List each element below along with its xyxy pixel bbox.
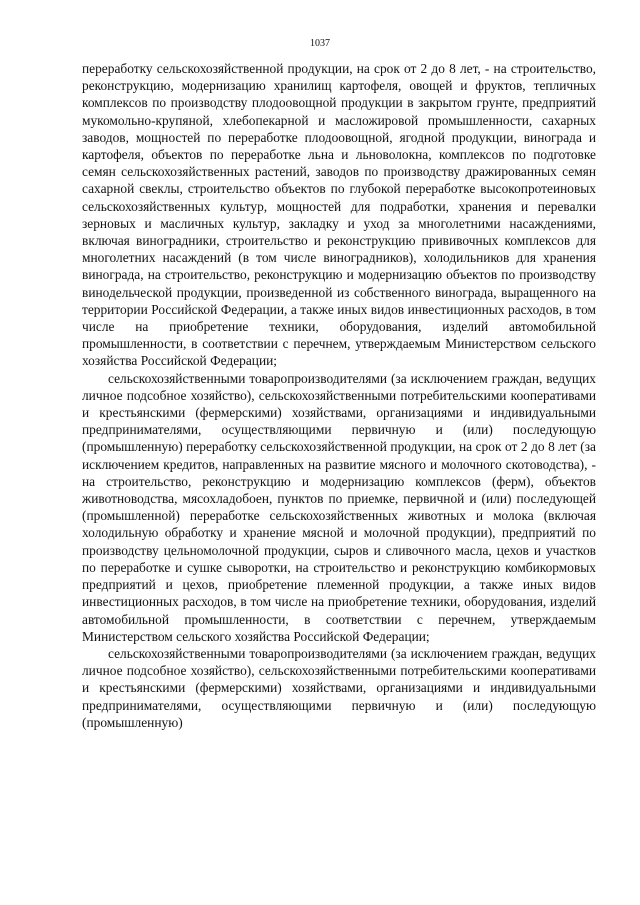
document-body	[82, 60, 596, 731]
paragraph: сельскохозяйственными товаропроизводителями (за исключением граждан, ведущих личное подсобное хозяйство), сельскохозяйственными потребительскими кооперативами и крестьянскими (фермерскими) хозяйствами, организациями и индивидуальными предпринимателями, осуществляющими первичную и (или) последующую (промышленную) переработку сельскохозяйственной продукции, на срок от 2 до 8 лет (за исключением кредитов, направленных на развитие мясного и молочного скотоводства), - на строительство, реконструкцию и модернизацию комплексов (ферм), объектов животноводства, мясохладобоен, пунктов по приемке, первичной и (или) последующей (промышленной) переработке сельскохозяйственных животных и молока (включая холодильную обработку и хранение мясной и молочной продукции), предприятий по производству цельномолочной продукции, сыров и сливочного масла, цехов и участков по переработке и сушке сыворотки, на строительство и реконструкцию комбикормовых предприятий и цехов, приобретение племенной продукции, а также иных видов инвестиционных расходов, в том числе на приобретение техники, оборудования, изделий автомобильной промышленности, в соответствии с перечнем, утверждаемым Министерством сельского хозяйства Российской Федерации;	[82, 370, 596, 644]
paragraph-continuation: переработку сельскохозяйственной продукции, на срок от 2 до 8 лет, - на строительство, реконструкцию, модернизацию хранилищ картофеля, овощей и фруктов, тепличных комплексов по производству плодоовощной продукции в закрытом грунте, предприятий мукомольно-крупяной, хлебопекарной и масложировой промышленности, сахарных заводов, мощностей по переработке плодоовощной, ягодной продукции, винограда и картофеля, объектов по переработке льна и льноволокна, комплексов по подготовке семян сельскохозяйственных растений, заводов по производству дражированных семян сахарной свеклы, строительство объектов по глубокой переработке высокопротеиновых сельскохозяйственных культур, мощностей для подработки, хранения и перевалки зерновых и масличных культур, закладку и уход за многолетними насаждениями, включая виноградники, строительство и реконструкцию прививочных комплексов для многолетних насаждений (в том числе виноградников), холодильников для хранения винограда, на строительство, реконструкцию и модернизацию объектов по производству винодельческой продукции, произведенной из собственного винограда, выращенного на территории Российской Федерации, а также иных видов инвестиционных расходов, в том числе на приобретение техники, оборудования, изделий автомобильной промышленности, в соответствии с перечнем, утверждаемым Министерством сельского хозяйства Российской Федерации;	[82, 61, 596, 369]
page-number: 1037	[310, 38, 330, 49]
paragraph: сельскохозяйственными товаропроизводителями (за исключением граждан, ведущих личное подсобное хозяйство), сельскохозяйственными потребительскими кооперативами и крестьянскими (фермерскими) хозяйствами, организациями и индивидуальными предпринимателями, осуществляющими первичную и (или) последующую (промышленную)	[82, 645, 596, 730]
